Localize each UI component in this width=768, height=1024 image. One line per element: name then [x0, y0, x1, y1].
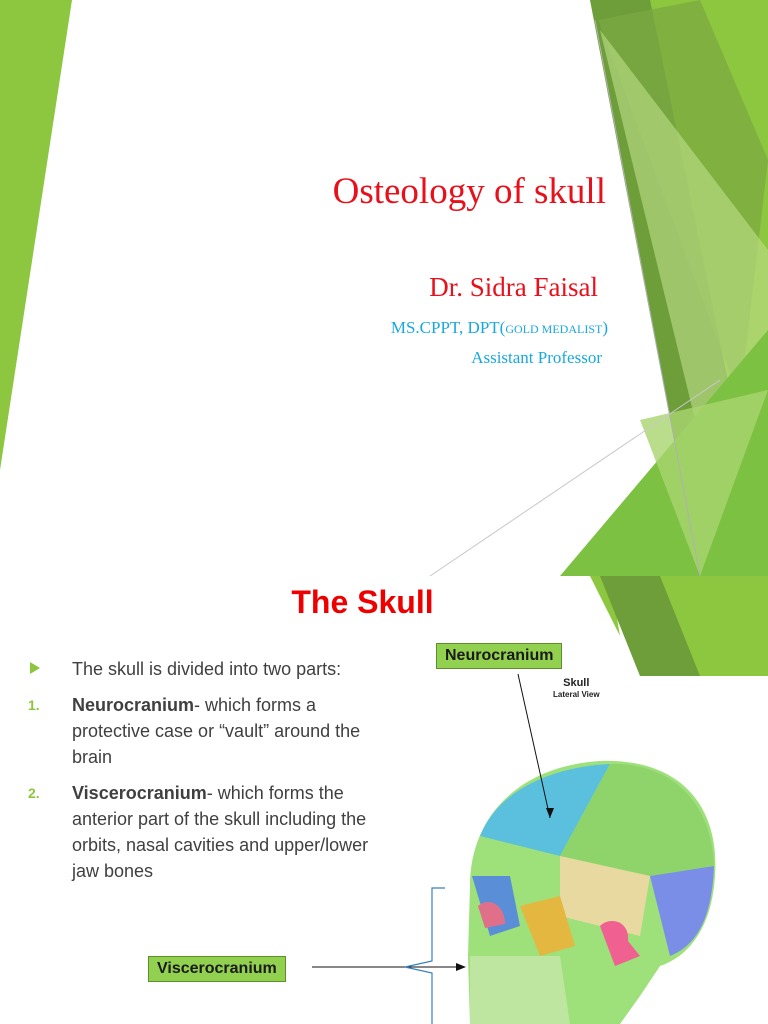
- author-position: Assistant Professor: [471, 348, 602, 367]
- figure-subtitle: Lateral View: [553, 690, 600, 699]
- list-number: 2.: [28, 785, 40, 801]
- list-item: [28, 780, 378, 884]
- item-text: - which forms the anterior part of the skull including the orbits, nasal cavities and upper/lower jaw bones: [72, 783, 369, 881]
- credentials-close: ): [602, 318, 608, 337]
- neurocranium-label: Neurocranium: [436, 643, 562, 669]
- list-item: [28, 656, 378, 682]
- skull-slide: [0, 576, 768, 1024]
- skull-slide-title: The Skull: [291, 584, 434, 620]
- skull-illustration: [468, 761, 715, 1024]
- credentials-award: GOLD MEDALIST: [505, 322, 603, 336]
- list-number: 1.: [28, 697, 40, 713]
- credentials-main: MS.CPPT, DPT(: [390, 318, 506, 337]
- item-term: Neurocranium: [72, 695, 195, 715]
- figure-title: Skull: [563, 677, 590, 689]
- skull-bullet-list: [28, 656, 378, 894]
- list-item: [28, 692, 378, 770]
- presentation-title: Osteology of skull: [332, 171, 606, 212]
- intro-text: The skull is divided into two parts:: [72, 659, 342, 679]
- item-text: - which forms a protective case or “vault” around the brain: [72, 695, 361, 767]
- bullet-arrow-icon: [30, 662, 40, 674]
- author-credentials: [391, 318, 608, 338]
- item-term: Viscerocranium: [72, 783, 207, 803]
- viscerocranium-label: Viscerocranium: [148, 956, 286, 982]
- figure-caption: [553, 678, 600, 700]
- author-name: Dr. Sidra Faisal: [429, 272, 598, 302]
